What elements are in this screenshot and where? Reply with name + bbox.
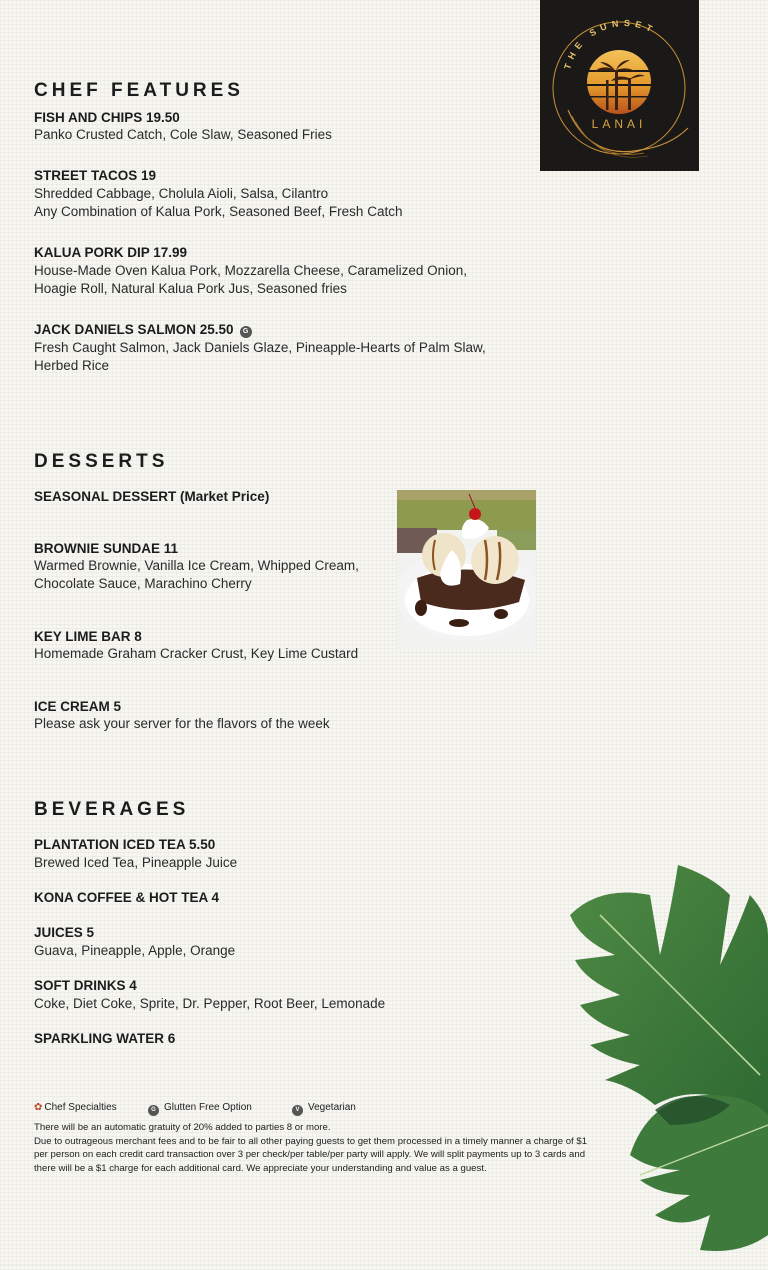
item-description: Panko Crusted Catch, Cole Slaw, Seasoned Fries xyxy=(34,127,332,142)
vegetarian-icon: V xyxy=(292,1105,303,1116)
menu-item-soft-drinks: SOFT DRINKS 4 xyxy=(34,978,137,993)
section-title-desserts: DESSERTS xyxy=(34,451,169,472)
menu-item-kalua-pork-dip: KALUA PORK DIP 17.99 xyxy=(34,245,188,260)
menu-item-street-tacos: STREET TACOS 19 xyxy=(34,168,157,183)
restaurant-logo xyxy=(540,0,699,171)
item-description: Brewed Iced Tea, Pineapple Juice xyxy=(34,855,238,870)
svg-text:THE SUNSET: THE SUNSET xyxy=(562,17,659,71)
item-description: Hoagie Roll, Natural Kalua Pork Jus, Seasoned fries xyxy=(34,281,347,296)
item-description: Guava, Pineapple, Apple, Orange xyxy=(34,943,236,958)
menu-item-fish-and-chips: FISH AND CHIPS 19.50 xyxy=(34,110,180,125)
monstera-leaf-icon xyxy=(560,855,768,1265)
menu-item-sparkling-water: SPARKLING WATER 6 xyxy=(34,1031,176,1046)
item-description: Shredded Cabbage, Cholula Aioli, Salsa, Cilantro xyxy=(34,186,329,201)
section-title-beverages: BEVERAGES xyxy=(34,799,190,820)
credit-card-fee-notice: Due to outrageous merchant fees and to be fair to all other paying guests to get them processed in a timely manner a charge of $1 per person on each credit card transaction over 3 per check/per table/per party will apply. We will split payments up to 3 cards and there will be a $1 charge for each additional card. We appreciate your understanding and value as a guest. xyxy=(34,1135,588,1174)
svg-text:LANAI: LANAI xyxy=(591,117,647,131)
item-description: Warmed Brownie, Vanilla Ice Cream, Whipped Cream, xyxy=(34,558,359,573)
legend-label: Glutten Free Option xyxy=(164,1102,252,1113)
menu-item-ice-cream: ICE CREAM 5 xyxy=(34,699,122,714)
item-description: Please ask your server for the flavors of the week xyxy=(34,716,330,731)
sunset-palm-icon xyxy=(540,0,699,171)
menu-item-jack-daniels-salmon xyxy=(34,322,252,338)
menu-item-brownie-sundae: BROWNIE SUNDAE 11 xyxy=(34,541,179,556)
monstera-leaf-decoration xyxy=(560,855,768,1265)
item-description: Coke, Diet Coke, Sprite, Dr. Pepper, Root Beer, Lemonade xyxy=(34,996,386,1011)
menu-item-plantation-iced-tea: PLANTATION ICED TEA 5.50 xyxy=(34,837,216,852)
menu-item-juices: JUICES 5 xyxy=(34,925,95,940)
item-description: Fresh Caught Salmon, Jack Daniels Glaze, Pineapple-Hearts of Palm Slaw, xyxy=(34,340,486,355)
item-description: Herbed Rice xyxy=(34,358,110,373)
item-name-text: JACK DANIELS SALMON 25.50 xyxy=(34,322,234,337)
gratuity-notice: There will be an automatic gratuity of 20% added to parties 8 or more. xyxy=(34,1122,331,1133)
item-description: Homemade Graham Cracker Crust, Key Lime Custard xyxy=(34,646,359,661)
legend-label: Vegetarian xyxy=(308,1102,356,1113)
flower-icon: ✿ xyxy=(34,1102,43,1113)
legend-vegetarian xyxy=(292,1102,356,1116)
item-description: Chocolate Sauce, Marachino Cherry xyxy=(34,576,252,591)
legend-gluten-free xyxy=(148,1102,252,1116)
legend-chef-specialties xyxy=(34,1102,117,1113)
item-description: Any Combination of Kalua Pork, Seasoned Beef, Fresh Catch xyxy=(34,204,403,219)
menu-item-seasonal-dessert: SEASONAL DESSERT (Market Price) xyxy=(34,489,270,504)
item-description: House-Made Oven Kalua Pork, Mozzarella Cheese, Caramelized Onion, xyxy=(34,263,467,278)
gluten-free-icon: G xyxy=(148,1105,159,1116)
legend-label: Chef Specialties xyxy=(44,1102,117,1113)
brownie-sundae-photo xyxy=(397,490,536,650)
section-title-chef-features: CHEF FEATURES xyxy=(34,80,244,101)
menu-item-kona-coffee-hot-tea: KONA COFFEE & HOT TEA 4 xyxy=(34,890,220,905)
menu-item-key-lime-bar: KEY LIME BAR 8 xyxy=(34,629,142,644)
policy-notice xyxy=(34,1121,594,1175)
gluten-free-icon: G xyxy=(240,326,252,338)
